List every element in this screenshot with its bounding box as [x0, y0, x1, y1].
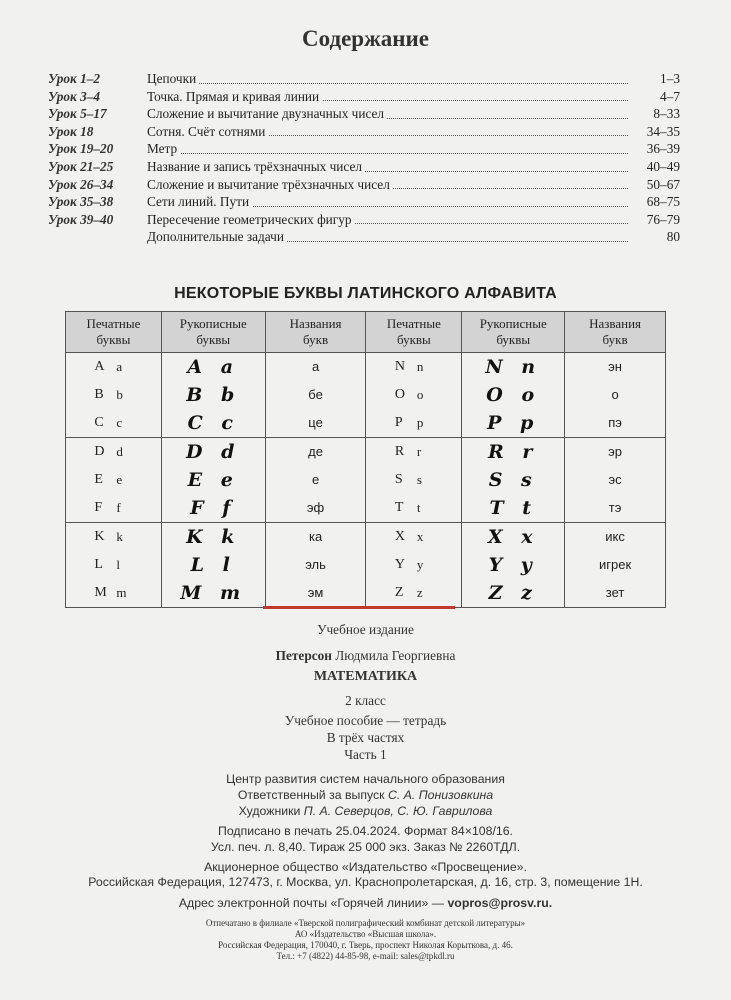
printed-letter: S s: [394, 472, 422, 487]
author: Петерсон Людмила Георгиевна: [275, 648, 456, 663]
handwritten-letter: T t: [489, 497, 537, 519]
separator-line: [263, 606, 455, 609]
printed-letter: Y y: [394, 557, 424, 572]
printed-letter: R r: [394, 444, 422, 459]
letter-name: тэ: [608, 500, 622, 515]
signed-to-print: Подписано в печать 25.04.2024. Формат 84×108/16.: [218, 824, 513, 838]
toc-pages: 40–49: [646, 158, 680, 174]
toc-lesson: Урок 1–2: [48, 71, 101, 86]
letter-name: пэ: [608, 415, 622, 430]
toc-pages: 80: [666, 229, 680, 245]
part: Часть 1: [344, 747, 387, 762]
header-printed: Печатные буквы: [366, 312, 462, 353]
letter-name: эф: [306, 500, 325, 515]
letter-name: эм: [307, 585, 324, 600]
edition-type: Учебное издание: [317, 622, 414, 637]
toc-title: Сложение и вычитание трёхзначных чисел: [147, 177, 393, 192]
handwritten-letter: N n: [485, 356, 542, 378]
letter-name: игрек: [599, 557, 632, 572]
printer-line-1: Отпечатано в филиале «Тверской полиграфический комбинат детской литературы»: [205, 918, 526, 928]
header-names: Названия букв: [565, 312, 666, 353]
publisher: Акционерное общество «Издательство «Просвещение».: [204, 860, 527, 874]
printed-cell: [66, 353, 162, 438]
toc-row: [48, 158, 680, 176]
toc-lesson: Урок 19–20: [48, 141, 114, 157]
genre: Учебное пособие — тетрадь: [284, 713, 447, 728]
letter-group-row: [66, 523, 666, 608]
printed-letter: A a: [94, 359, 123, 374]
toc-title: Пересечение геометрических фигур: [147, 212, 355, 227]
book-title: МАТЕМАТИКА: [313, 669, 418, 684]
printed-cell: [66, 438, 162, 523]
printer-line-4: Тел.: +7 (4822) 44-85-98, e-mail: sales@tpkdl.ru: [276, 951, 455, 961]
letter-name: о: [611, 387, 619, 402]
header-names: Названия букв: [265, 312, 366, 353]
latin-alphabet-table: [65, 311, 666, 608]
toc-pages: 68–75: [646, 194, 680, 210]
letter-group-row: [66, 353, 666, 438]
printed-letter: N n: [394, 359, 424, 374]
handwritten-letter: O o: [486, 384, 541, 406]
printed-letter: D d: [94, 444, 123, 459]
names-cell: [565, 523, 666, 608]
printed-cell: [66, 523, 162, 608]
header-printed: Печатные буквы: [66, 312, 162, 353]
toc-lesson: Урок 21–25: [48, 158, 114, 174]
toc-lesson: Урок 39–40: [48, 211, 114, 227]
printed-letter: E e: [94, 472, 123, 487]
names-cell: [565, 438, 666, 523]
toc-row: [48, 211, 680, 229]
printed-letter: L l: [94, 557, 121, 572]
letter-name: бе: [308, 387, 323, 402]
names-cell: [265, 353, 366, 438]
toc-pages: 1–3: [660, 71, 680, 86]
toc-lesson: Урок 3–4: [48, 88, 101, 104]
handwritten-cell: [161, 438, 265, 523]
toc-row: [48, 70, 680, 88]
toc-pages: 4–7: [660, 88, 680, 104]
printed-letter: Z z: [394, 585, 423, 600]
handwritten-letter: K k: [186, 526, 241, 548]
printed-letter: C c: [94, 415, 123, 430]
handwritten-letter: P p: [487, 412, 540, 434]
handwritten-cell: [462, 438, 565, 523]
toc-lesson: Урок 26–34: [48, 176, 114, 192]
parts: В трёх частях: [326, 730, 405, 745]
handwritten-letter: R r: [488, 441, 539, 463]
printed-cell: [366, 523, 462, 608]
handwritten-letter: D d: [186, 441, 241, 463]
printed-cell: [366, 438, 462, 523]
toc-lesson: Урок 5–17: [48, 106, 107, 122]
printed-letter: B b: [94, 387, 123, 402]
letter-name: е: [311, 472, 320, 487]
toc-row: [48, 193, 680, 211]
printed-letter: X x: [394, 529, 424, 544]
table-header-row: [66, 312, 666, 353]
handwritten-cell: [161, 353, 265, 438]
print-sheets: Усл. печ. л. 8,40. Тираж 25 000 экз. Заказ № 2260ТДЛ.: [210, 840, 521, 854]
toc-title: Название и запись трёхзначных чисел: [147, 159, 365, 174]
artists: Художники П. А. Северцов, С. Ю. Гаврилова: [238, 804, 493, 818]
header-handwritten: Рукописные буквы: [462, 312, 565, 353]
handwritten-letter: X x: [487, 526, 539, 548]
handwritten-cell: [462, 353, 565, 438]
letter-group-row: [66, 438, 666, 523]
letter-name: ка: [308, 529, 323, 544]
printed-letter: M m: [94, 585, 127, 600]
printed-letter: O o: [394, 387, 424, 402]
handwritten-letter: A a: [187, 356, 240, 378]
toc-row: [48, 228, 680, 246]
toc-row: [48, 140, 680, 158]
handwritten-letter: B b: [186, 384, 241, 406]
names-cell: [265, 523, 366, 608]
letter-name: зет: [605, 585, 625, 600]
handwritten-letter: C c: [187, 412, 239, 434]
alphabet-title: НЕКОТОРЫЕ БУКВЫ ЛАТИНСКОГО АЛФАВИТА: [174, 285, 557, 302]
toc-title: Точка. Прямая и кривая линии: [147, 89, 322, 104]
publisher-address: Российская Федерация, 127473, г. Москва, ул. Краснопролетарская, д. 16, стр. 3, помещение 1Н.: [88, 875, 643, 889]
toc-row: [48, 105, 680, 123]
toc-pages: 50–67: [646, 176, 680, 192]
page-title: Содержание: [302, 26, 429, 51]
handwritten-letter: S s: [488, 469, 538, 491]
header-handwritten: Рукописные буквы: [161, 312, 265, 353]
toc-title: Сотня. Счёт сотнями: [147, 124, 268, 139]
handwritten-letter: M m: [180, 582, 247, 604]
toc-row: [48, 176, 680, 194]
responsible: Ответственный за выпуск С. А. Понизовкина: [237, 788, 494, 802]
printed-cell: [366, 353, 462, 438]
toc-title: Сложение и вычитание двузначных чисел: [147, 106, 387, 121]
toc-row: [48, 123, 680, 141]
names-cell: [265, 438, 366, 523]
toc-pages: 8–33: [653, 106, 680, 122]
handwritten-cell: [161, 523, 265, 608]
table-of-contents: [48, 70, 680, 246]
letter-name: икс: [605, 529, 625, 544]
letter-name: эс: [608, 472, 622, 487]
toc-title: Метр: [147, 141, 180, 156]
printed-letter: T t: [394, 500, 421, 515]
toc-lesson: Урок 35–38: [48, 194, 114, 210]
center: Центр развития систем начального образования: [226, 772, 505, 786]
toc-title: Сети линий. Пути: [147, 194, 252, 209]
letter-name: де: [308, 444, 323, 459]
printed-letter: K k: [94, 529, 123, 544]
handwritten-letter: Y y: [488, 554, 538, 576]
handwritten-letter: E e: [187, 469, 239, 491]
grade: 2 класс: [345, 693, 386, 708]
handwritten-letter: Z z: [488, 582, 538, 604]
letter-name: а: [311, 359, 320, 374]
handwritten-letter: F f: [190, 497, 237, 519]
toc-pages: 34–35: [646, 123, 680, 139]
toc-row: [48, 88, 680, 106]
printed-letter: F f: [94, 500, 121, 515]
toc-pages: 76–79: [646, 211, 680, 227]
toc-title: Цепочки: [147, 71, 199, 86]
handwritten-cell: [462, 523, 565, 608]
toc-title: Дополнительные задачи: [147, 229, 287, 244]
letter-name: це: [308, 415, 323, 430]
printer-line-3: Российская Федерация, 170040, г. Тверь, проспект Николая Корыткова, д. 46.: [218, 940, 513, 950]
toc-pages: 36–39: [646, 141, 680, 157]
toc-lesson: Урок 18: [48, 123, 94, 139]
hotline-email: Адрес электронной почты «Горячей линии» — vopros@prosv.ru.: [178, 896, 553, 910]
names-cell: [565, 353, 666, 438]
letter-name: эль: [305, 557, 326, 572]
letter-name: эр: [608, 444, 623, 459]
printed-letter: P p: [394, 415, 424, 430]
letter-name: эн: [608, 359, 622, 374]
handwritten-letter: L l: [190, 554, 236, 576]
printer-line-2: АО «Издательство «Высшая школа».: [294, 929, 437, 939]
